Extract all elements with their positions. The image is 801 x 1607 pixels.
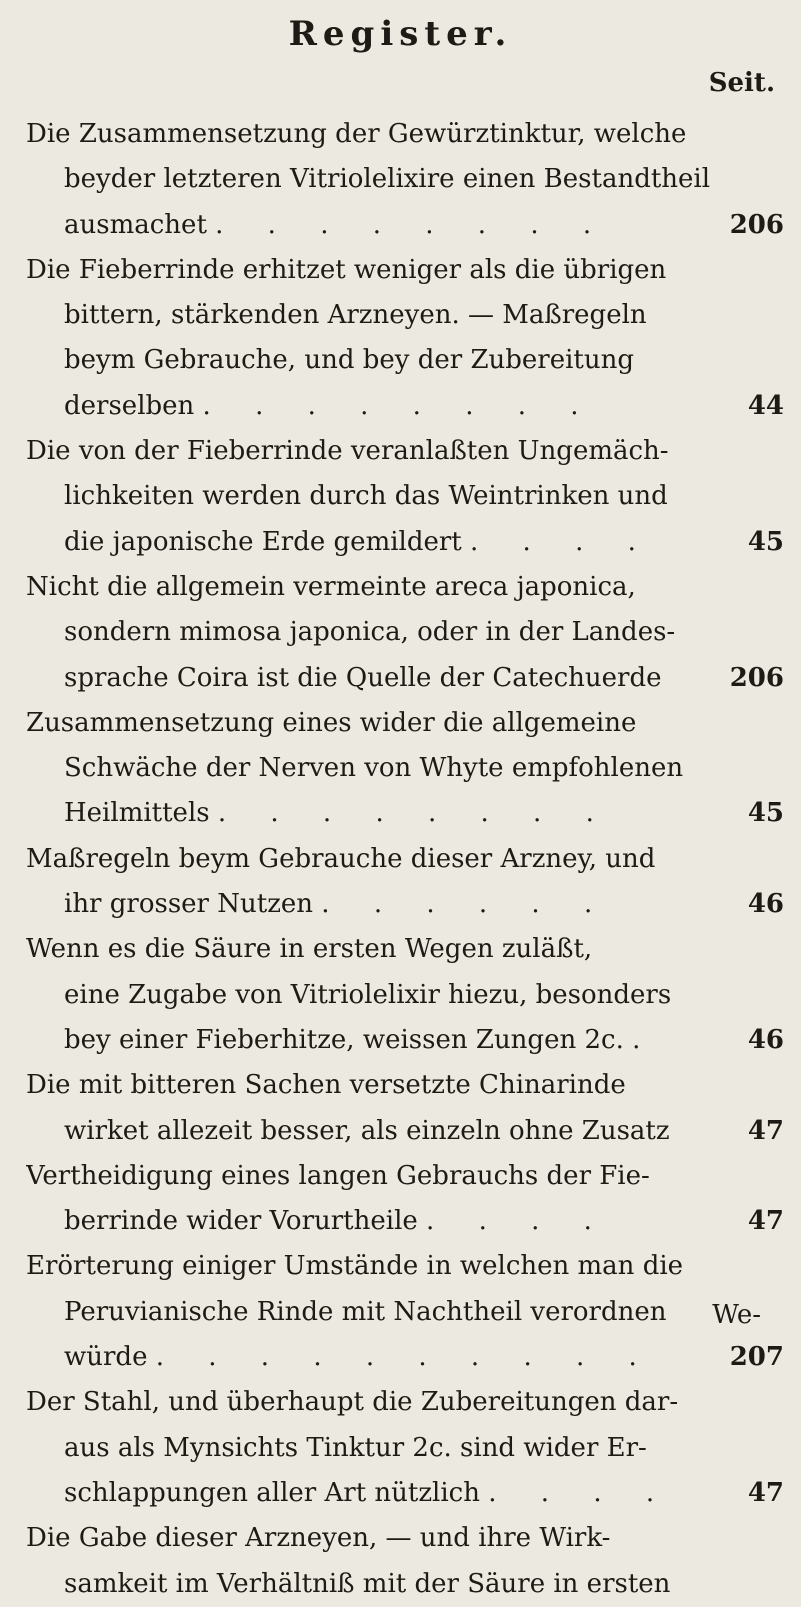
entry-text: wirket allezeit besser, als einzeln ohne Zusatz: [64, 1115, 670, 1146]
page-number: 46: [747, 1024, 784, 1055]
entry-line: [26, 1471, 784, 1516]
entry-line: [26, 1063, 784, 1108]
entry-line: [26, 293, 784, 338]
entry-text: Peruvianische Rinde mit Nachtheil verordnen: [64, 1296, 667, 1327]
register-entry: [26, 1380, 784, 1516]
entry-line: [26, 973, 784, 1018]
register-entry: [26, 927, 784, 1063]
page-number: 206: [729, 209, 784, 240]
entry-text: Die von der Fieberrinde veranlaßten Ungemäch-: [26, 436, 669, 467]
entry-text: ihr grosser Nutzen: [64, 889, 314, 920]
entry-line: [26, 1290, 784, 1335]
entry-line: [26, 474, 784, 519]
page-number: 47: [747, 1115, 784, 1146]
register-entry: [26, 565, 784, 701]
entry-text: bey einer Fieberhitze, weissen Zungen 2c.: [64, 1024, 624, 1055]
register-entry: [26, 1063, 784, 1154]
leader-dots: . . . . . . . . . .: [155, 1342, 655, 1373]
page-number: 206: [729, 662, 784, 693]
entry-line: [26, 1335, 784, 1380]
entry-text: Die Zusammensetzung der Gewürztinktur, welche: [26, 119, 687, 149]
entry-text: Die mit bitteren Sachen versetzte Chinarinde: [26, 1070, 626, 1101]
entry-text: Schwäche der Nerven von Whyte empfohlenen: [64, 753, 684, 784]
page-number: 47: [747, 1477, 784, 1508]
entry-line: [26, 1562, 784, 1607]
page-number: 44: [747, 390, 784, 421]
register-entry: [26, 1244, 784, 1380]
entry-text: Maßregeln beym Gebrauche dieser Arzney, und: [26, 843, 656, 874]
page-number: 47: [747, 1206, 784, 1237]
page-number: 45: [747, 798, 784, 829]
page-header: Register.: [288, 14, 513, 54]
register-entry: [26, 1516, 784, 1607]
register-index: [26, 112, 784, 1607]
entry-text: die japonische Erde gemildert: [64, 526, 462, 557]
entry-line: [26, 1244, 784, 1289]
entry-text: Die Fieberrinde erhitzet weniger als die übrigen: [26, 254, 667, 285]
entry-text: berrinde wider Vorurtheile: [64, 1206, 418, 1237]
leader-dots: . . . . . . . .: [217, 798, 612, 829]
entry-line: [26, 1426, 784, 1471]
leader-dots: . . . . . . . .: [202, 390, 597, 421]
leader-dots: . . . .: [488, 1477, 673, 1508]
entry-line: [26, 1018, 784, 1063]
page-number: 45: [747, 526, 784, 557]
entry-line: [26, 157, 784, 202]
entry-text: Erörterung einiger Umstände in welchen man die: [26, 1251, 684, 1282]
register-entry: [26, 112, 784, 248]
page-number: 207: [729, 1342, 784, 1373]
entry-text: beym Gebrauche, und bey der Zubereitung: [64, 345, 634, 376]
entry-text: Heilmittels: [64, 798, 210, 829]
register-entry: [26, 429, 784, 565]
register-entry: [26, 1154, 784, 1245]
entry-line: [26, 384, 784, 429]
entry-text: Nicht die allgemein vermeinte areca japonica,: [26, 571, 636, 602]
entry-line: [26, 1109, 784, 1154]
entry-line: [26, 746, 784, 791]
entry-line: [26, 112, 784, 157]
entry-text: bittern, stärkenden Arzneyen. — Maßregeln: [64, 300, 647, 331]
entry-line: [26, 429, 784, 474]
entry-line: [26, 565, 784, 610]
entry-line: [26, 656, 784, 701]
entry-text: sprache Coira ist die Quelle der Catechuerde: [64, 662, 662, 693]
entry-line: [26, 791, 784, 836]
page-column-label: Seit.: [708, 68, 775, 98]
entry-line: [26, 203, 784, 248]
entry-line: [26, 520, 784, 565]
entry-line: [26, 1154, 784, 1199]
entry-text: lichkeiten werden durch das Weintrinken und: [64, 481, 668, 512]
entry-text: Wenn es die Säure in ersten Wegen zuläßt,: [26, 934, 593, 965]
page-number: 46: [747, 889, 784, 920]
leader-dots: .: [632, 1024, 659, 1055]
entry-line: [26, 1380, 784, 1425]
entry-text: schlappungen aller Art nützlich: [64, 1477, 480, 1508]
register-entry: [26, 248, 784, 429]
entry-line: [26, 701, 784, 746]
leader-dots: . . . . . . . .: [215, 209, 610, 240]
register-entry: [26, 837, 784, 928]
entry-line: [26, 1199, 784, 1244]
entry-text: derselben: [64, 390, 195, 421]
entry-line: [26, 610, 784, 655]
register-entry: [26, 701, 784, 837]
leader-dots: . . . .: [470, 526, 654, 557]
leader-dots: . . . .: [426, 1206, 610, 1237]
entry-text: würde: [64, 1342, 148, 1373]
entry-text: ausmachet: [64, 209, 207, 240]
entry-text: Vertheidigung eines langen Gebrauchs der Fie-: [26, 1160, 650, 1191]
entry-text: aus als Mynsichts Tinktur 2c. sind wider Er-: [64, 1432, 647, 1463]
entry-text: beyder letzteren Vitriolelixire einen Bestandtheil: [64, 164, 711, 195]
entry-line: [26, 248, 784, 293]
entry-text: Zusammensetzung eines wider die allgemeine: [26, 707, 637, 738]
leader-dots: . . . . . .: [321, 889, 611, 920]
entry-text: samkeit im Verhältniß mit der Säure in ersten: [64, 1568, 671, 1599]
entry-line: [26, 927, 784, 972]
entry-line: [26, 837, 784, 882]
entry-text: Der Stahl, und überhaupt die Zubereitungen dar-: [26, 1387, 679, 1418]
entry-text: Die Gabe dieser Arzneyen, — und ihre Wirk-: [26, 1523, 611, 1554]
entry-line: [26, 1516, 784, 1561]
entry-text: sondern mimosa japonica, oder in der Landes-: [64, 617, 676, 648]
entry-line: [26, 882, 784, 927]
catchword: We-: [712, 1300, 761, 1330]
entry-line: [26, 338, 784, 383]
entry-text: eine Zugabe von Vitriolelixir hiezu, besonders: [64, 979, 672, 1010]
